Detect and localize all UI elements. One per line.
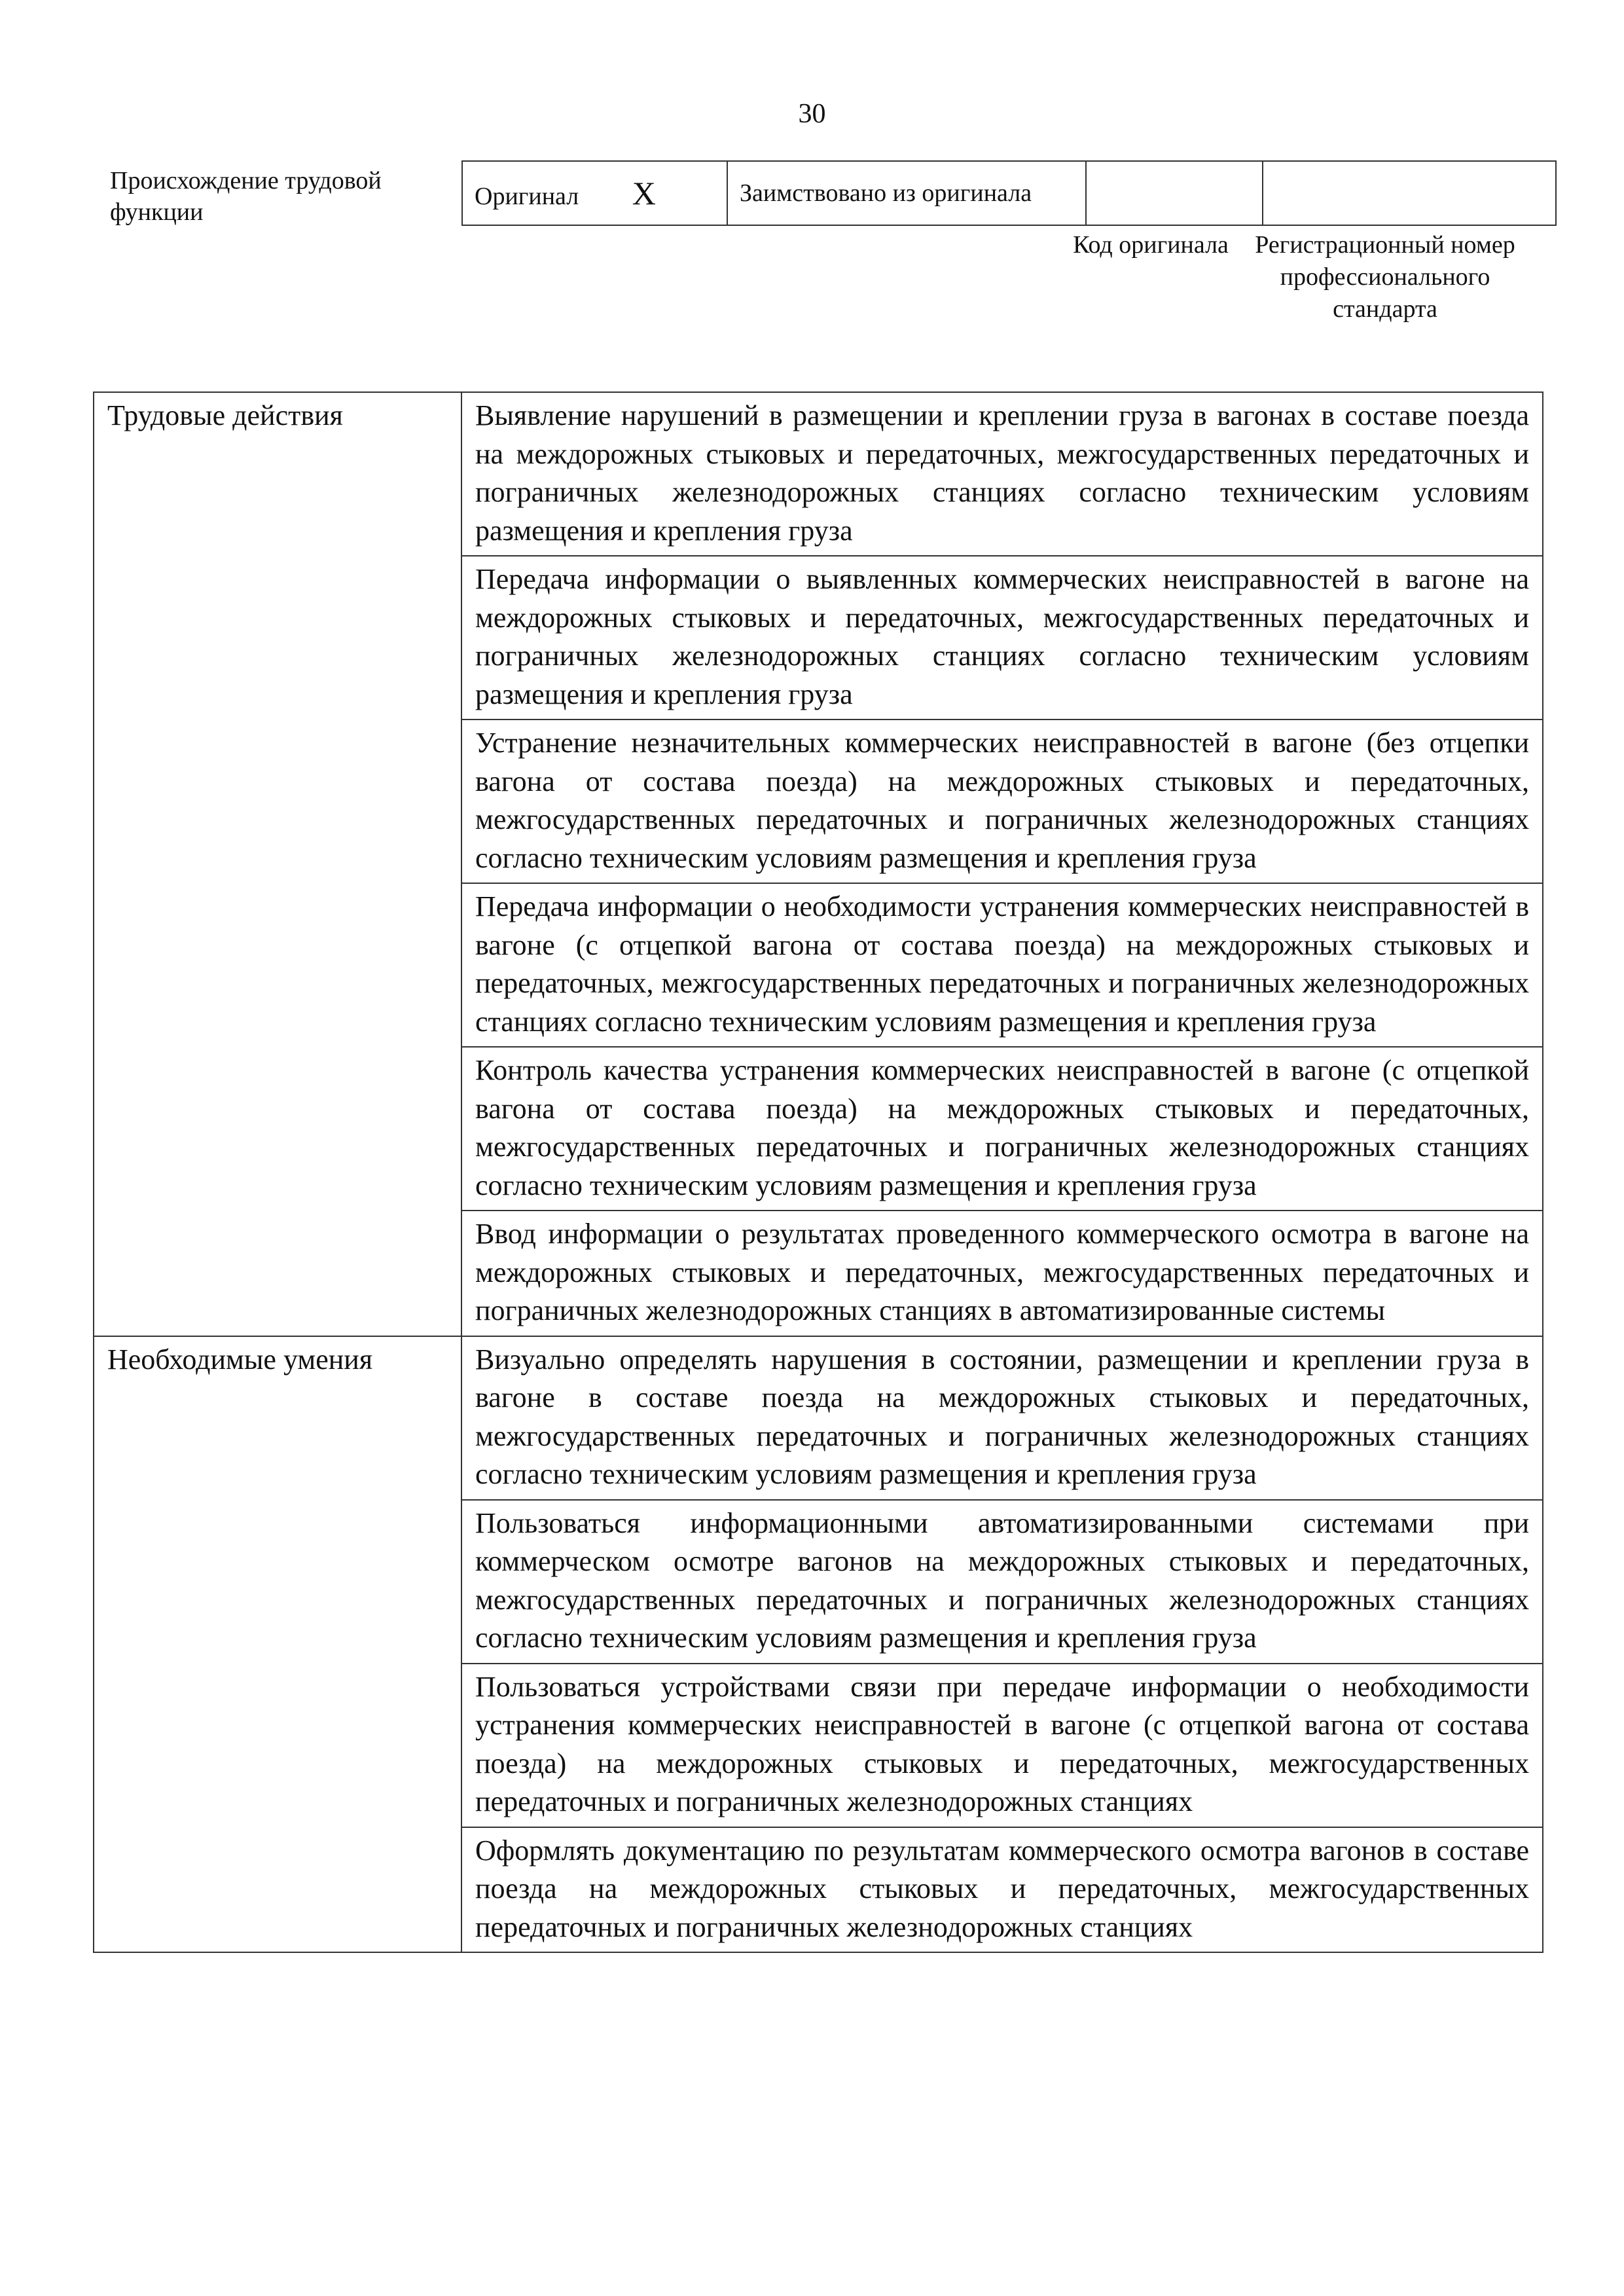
original-cell [462,161,727,225]
required-skill-item: Визуально определять нарушения в состоянии, размещении и креплении груза в вагоне в составе поезда на междорожных стыковых и передаточных, межгосударственных передаточных и пограничных железнодорожных станциях согласно техническим условиям размещения и крепления груза [461,1336,1543,1500]
original-code-caption: Код оригинала [1073,231,1229,259]
table-row [94,1336,1543,1500]
required-skills-label: Необходимые умения [94,1336,461,1953]
registration-number-cell [1263,161,1556,225]
original-code-cell [1086,161,1263,225]
function-table [93,392,1543,1953]
borrowed-cell [727,161,1086,225]
origin-label: Происхождение трудовой функции [110,167,382,226]
labor-action-item: Ввод информации о результатах проведенного коммерческого осмотра в вагоне на междорожных стыковых и передаточных, межгосударственных передаточных и пограничных железнодорожных станциях в автоматизированные системы [461,1211,1543,1336]
labor-actions-label: Трудовые действия [94,392,461,1336]
registration-number-caption: Регистрационный номер профессионального стандарта [1255,231,1515,323]
labor-action-item: Контроль качества устранения коммерческих неисправностей в вагоне (с отцепкой вагона от состава поезда) на междорожных стыковых и передаточных, межгосударственных передаточных и пограничных железнодорожных станциях согласно техническим условиям размещения и крепления груза [461,1047,1543,1211]
labor-action-item: Выявление нарушений в размещении и креплении груза в вагонах в составе поезда на междорожных стыковых и передаточных, межгосударственных передаточных и пограничных железнодорожных станциях согласно техническим условиям размещения и крепления груза [461,392,1543,556]
required-skill-item: Оформлять документацию по результатам коммерческого осмотра вагонов в составе поезда на междорожных стыковых и передаточных, межгосударственных передаточных и пограничных железнодорожных станциях [461,1827,1543,1953]
required-skill-item: Пользоваться устройствами связи при передаче информации о необходимости устранения коммерческих неисправностей в вагоне (с отцепкой вагона от состава поезда) на междорожных стыковых и передаточных, межгосударственных передаточных и пограничных железнодорожных станциях [461,1664,1543,1827]
original-label: Оригинал [475,183,579,210]
table-row [94,392,1543,556]
borrowed-label: Заимствовано из оригинала [740,179,1032,207]
labor-action-item: Передача информации о выявленных коммерческих неисправностей в вагоне на междорожных стыковых и передаточных, межгосударственных передаточных и пограничных железнодорожных станциях согласно техническим условиям размещения и крепления груза [461,556,1543,720]
required-skill-item: Пользоваться информационными автоматизированными системами при коммерческом осмотре вагонов на междорожных стыковых и передаточных, межгосударственных передаточных и пограничных железнодорожных станциях согласно техническим условиям размещения и крепления груза [461,1500,1543,1664]
original-mark: X [632,175,656,211]
page-number: 30 [798,99,826,129]
labor-action-item: Передача информации о необходимости устранения коммерческих неисправностей в вагоне (с отцепкой вагона от состава поезда) на междорожных стыковых и передаточных, межгосударственных передаточных и пограничных железнодорожных станциях согласно техническим условиям размещения и крепления груза [461,883,1543,1047]
origin-table [461,160,1557,226]
labor-action-item: Устранение незначительных коммерческих неисправностей в вагоне (без отцепки вагона от состава поезда) на междорожных стыковых и передаточных, межгосударственных передаточных и пограничных железнодорожных станциях согласно техническим условиям размещения и крепления груза [461,720,1543,883]
